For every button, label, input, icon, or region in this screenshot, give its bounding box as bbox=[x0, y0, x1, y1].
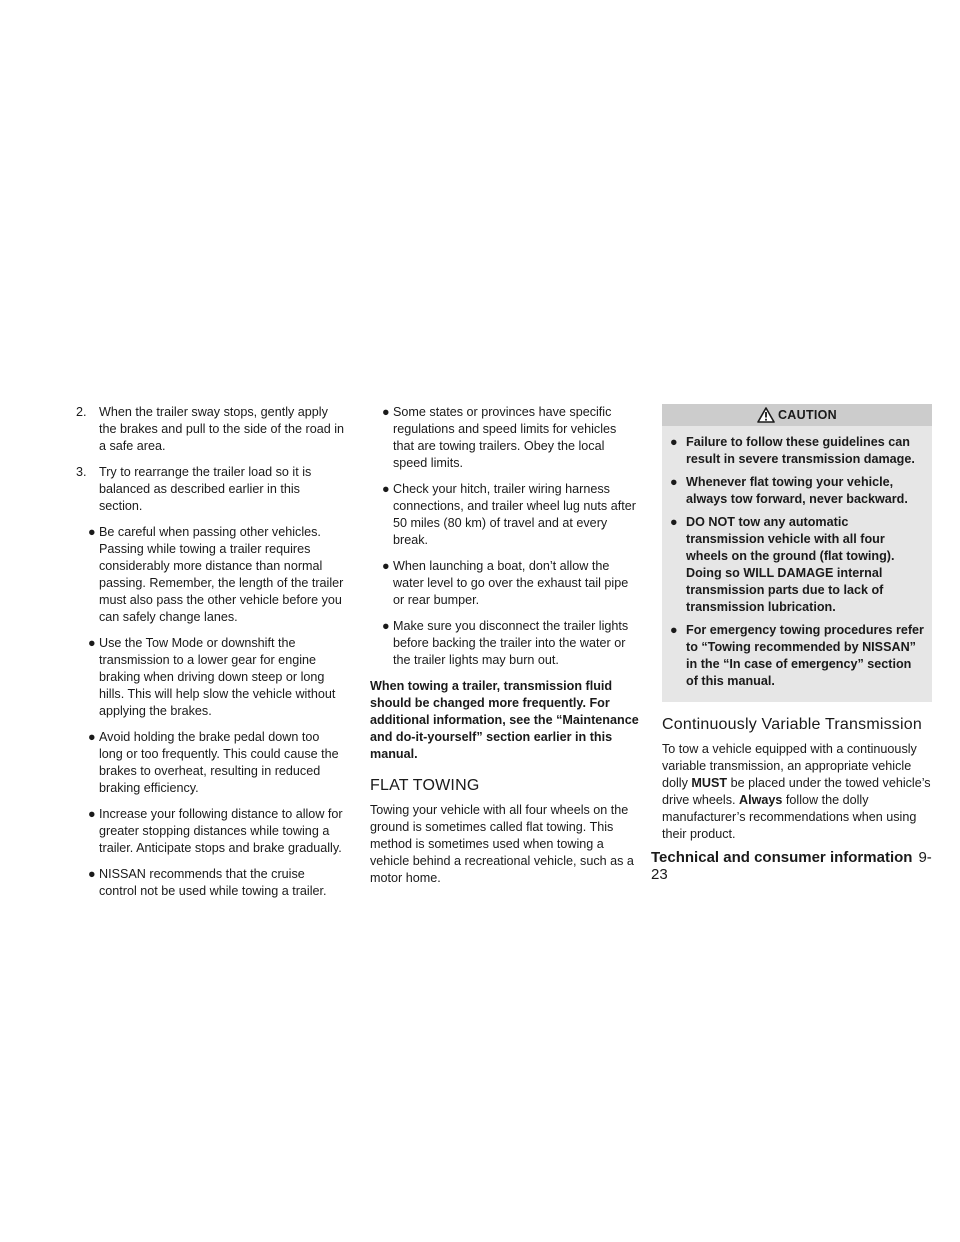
section-heading-flat-towing: FLAT TOWING bbox=[370, 777, 480, 794]
cvt-text: be placed under the towed vehicle’s drive wheels. bbox=[662, 776, 931, 807]
column-left bbox=[76, 404, 346, 909]
list-text: Some states or provinces have specific regulations and speed limits for vehicles that are towing trailers. Obey the local speed limits. bbox=[393, 405, 617, 470]
list-text: Check your hitch, trailer wiring harness connections, and trailer wheel lug nuts after 50 miles (80 km) of travel and at every break. bbox=[393, 482, 636, 547]
page-number: 9-23 bbox=[651, 849, 932, 883]
list-item bbox=[370, 481, 640, 549]
list-item bbox=[76, 404, 346, 455]
bullet-icon: ● bbox=[670, 435, 678, 449]
caution-box bbox=[662, 404, 932, 702]
caution-item bbox=[668, 622, 926, 690]
bullet-icon: ● bbox=[88, 636, 96, 650]
caution-header bbox=[662, 404, 932, 426]
list-item bbox=[370, 618, 640, 669]
list-item bbox=[76, 635, 346, 720]
list-text: When the trailer sway stops, gently apply the brakes and pull to the side of the road in a safe area. bbox=[99, 405, 345, 453]
bullet-icon: ● bbox=[88, 867, 96, 881]
bullet-icon: ● bbox=[382, 559, 390, 573]
bullet-icon: ● bbox=[670, 623, 678, 637]
list-number: 2. bbox=[76, 405, 87, 419]
list-text: Avoid holding the brake pedal down too long or too frequently. This could cause the brakes to overheat, resulting in reduced braking efficiency. bbox=[99, 730, 339, 795]
caution-item bbox=[668, 474, 926, 508]
list-item bbox=[76, 524, 346, 626]
list-text: Try to rearrange the trailer load so it is balanced as described earlier in this section. bbox=[99, 465, 312, 513]
bullet-icon: ● bbox=[670, 475, 678, 489]
caution-item bbox=[668, 514, 926, 616]
bullet-icon: ● bbox=[88, 525, 96, 539]
list-text: Be careful when passing other vehicles. Passing while towing a trailer requires considerably more distance than normal passing. Remember, the length of the trailer must also pass the other vehicle before you can safely change lanes. bbox=[99, 525, 344, 624]
flat-towing-paragraph: Towing your vehicle with all four wheels on the ground is sometimes called flat towing. This method is sometimes used when towing a vehicle behind a recreational vehicle, such as a motor home. bbox=[370, 803, 634, 885]
bullet-icon: ● bbox=[382, 482, 390, 496]
bullet-icon: ● bbox=[382, 405, 390, 419]
page-footer bbox=[651, 849, 941, 883]
list-item bbox=[76, 806, 346, 857]
transmission-fluid-note: When towing a trailer, transmission fluid should be changed more frequently. For additional information, see the “Maintenance and do-it-yourself” section earlier in this manual. bbox=[370, 679, 639, 761]
cvt-paragraph bbox=[662, 741, 932, 843]
cvt-emphasis-always: Always bbox=[739, 793, 783, 807]
caution-text: Failure to follow these guidelines can result in severe transmission damage. bbox=[686, 435, 915, 466]
list-text: Use the Tow Mode or downshift the transmission to a lower gear for engine braking when driving down steep or long hills. This will help slow the vehicle without applying the brakes. bbox=[99, 636, 336, 718]
bullet-icon: ● bbox=[88, 730, 96, 744]
section-heading-cvt: Continuously Variable Transmission bbox=[662, 716, 922, 733]
list-item bbox=[76, 866, 346, 900]
cvt-emphasis-must: MUST bbox=[691, 776, 728, 790]
caution-title: CAUTION bbox=[777, 407, 838, 422]
caution-text: For emergency towing procedures refer to “Towing recommended by NISSAN” in the “In case of emergency” section of this manual. bbox=[686, 623, 924, 688]
list-item bbox=[76, 464, 346, 515]
list-text: Make sure you disconnect the trailer lights before backing the trailer into the water or the trailer lights may burn out. bbox=[393, 619, 629, 667]
column-right bbox=[662, 404, 932, 843]
bullet-icon: ● bbox=[670, 515, 678, 529]
caution-text: DO NOT tow any automatic transmission vehicle with all four wheels on the ground (flat towing). Doing so WILL DAMAGE internal transmission parts due to lack of transmission lubrication. bbox=[686, 515, 895, 614]
warning-triangle-icon bbox=[757, 407, 775, 423]
list-text: When launching a boat, don’t allow the water level to go over the exhaust tail pipe or rear bumper. bbox=[393, 559, 629, 607]
bullet-icon: ● bbox=[88, 807, 96, 821]
caution-item bbox=[668, 434, 926, 468]
list-item bbox=[76, 729, 346, 797]
list-text: Increase your following distance to allow for greater stopping distances while towing a trailer. Anticipate stops and brake gradually. bbox=[99, 807, 343, 855]
list-item bbox=[370, 558, 640, 609]
cvt-text: follow the dolly manufacturer’s recommendations when using their product. bbox=[662, 793, 917, 841]
bullet-icon: ● bbox=[382, 619, 390, 633]
list-number: 3. bbox=[76, 465, 87, 479]
column-middle bbox=[370, 404, 640, 887]
footer-section-title: Technical and consumer information bbox=[651, 849, 913, 866]
list-text: NISSAN recommends that the cruise control not be used while towing a trailer. bbox=[99, 867, 327, 898]
list-item bbox=[370, 404, 640, 472]
caution-text: Whenever flat towing your vehicle, always tow forward, never backward. bbox=[686, 475, 908, 506]
cvt-text: To tow a vehicle equipped with a continuously variable transmission, an appropriate vehicle dolly bbox=[662, 742, 917, 790]
